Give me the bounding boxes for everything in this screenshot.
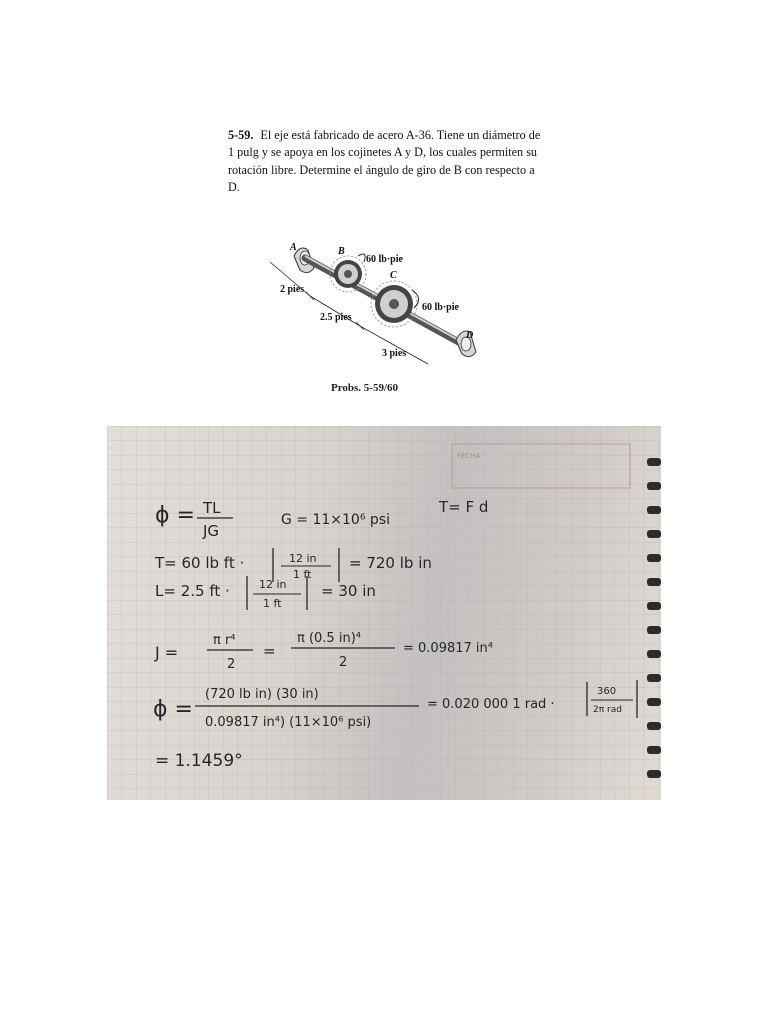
phi2-num: (720 lb in) (30 in) — [205, 687, 319, 702]
label-c: C — [390, 270, 397, 281]
phi2-lhs: ϕ = — [153, 697, 193, 722]
problem-statement — [228, 127, 546, 196]
gear-c — [371, 281, 417, 327]
problem-number: 5-59. — [228, 128, 254, 142]
t-value-lhs: T= 60 lb ft · — [155, 554, 245, 572]
torque-arrow-c — [412, 290, 419, 308]
notebook-photo — [107, 426, 661, 800]
phi2-conv-den: 2π rad — [593, 705, 622, 715]
torque-label-b: 60 lb·pie — [366, 254, 403, 265]
equals-sign: = — [263, 642, 276, 660]
t-value-frac-num: 12 in — [289, 552, 317, 565]
dim-label-ab: 2 pies — [280, 284, 305, 295]
j-num1: π r⁴ — [213, 633, 236, 648]
l-value-rhs: = 30 in — [321, 582, 376, 600]
l-value-frac-num: 12 in — [259, 578, 287, 591]
j-den2: 2 — [339, 655, 348, 670]
t-value-rhs: = 720 lb in — [349, 554, 432, 572]
phi-formula-num: TL — [203, 499, 221, 517]
torque-label-c: 60 lb·pie — [422, 302, 459, 313]
phi2-den: 0.09817 in⁴) (11×10⁶ psi) — [205, 715, 372, 730]
t-formula: T= F d — [439, 498, 489, 516]
label-b: B — [338, 246, 345, 257]
j-den1: 2 — [227, 657, 236, 672]
j-result: = 0.09817 in⁴ — [403, 641, 493, 656]
j-num2: π (0.5 in)⁴ — [297, 631, 361, 646]
problem-text: El eje está fabricado de acero A-36. Tiene un diámetro de 1 pulg y se apoya en los cojinetes A y D, los cuales permiten su rotación libre. Determine el ángulo de giro de B con respecto a D. — [228, 128, 541, 194]
dim-label-cd: 3 pies — [382, 348, 407, 359]
label-d: D — [466, 330, 474, 341]
phi-formula-lhs: ϕ = — [155, 503, 195, 528]
shaft-figure — [258, 234, 498, 368]
date-box-label: FECHA — [457, 452, 481, 460]
final-answer: = 1.1459° — [155, 751, 243, 771]
phi-formula-den: JG — [203, 522, 220, 540]
g-value: G = 11×10⁶ psi — [281, 512, 390, 528]
dim-label-bc: 2.5 pies — [320, 312, 352, 323]
l-value-frac-den: 1 ft — [263, 597, 282, 610]
label-a: A — [290, 242, 297, 253]
j-lhs: J = — [155, 643, 179, 662]
phi2-conv-num: 360 — [597, 686, 617, 697]
t-value-frac-den: 1 ft — [293, 568, 312, 581]
torque-arrow-b — [358, 254, 365, 262]
figure-caption: Probs. 5-59/60 — [331, 382, 399, 394]
phi2-result: = 0.020 000 1 rad · — [427, 697, 555, 712]
grid-paper — [107, 426, 661, 800]
l-value-lhs: L= 2.5 ft · — [155, 582, 230, 600]
